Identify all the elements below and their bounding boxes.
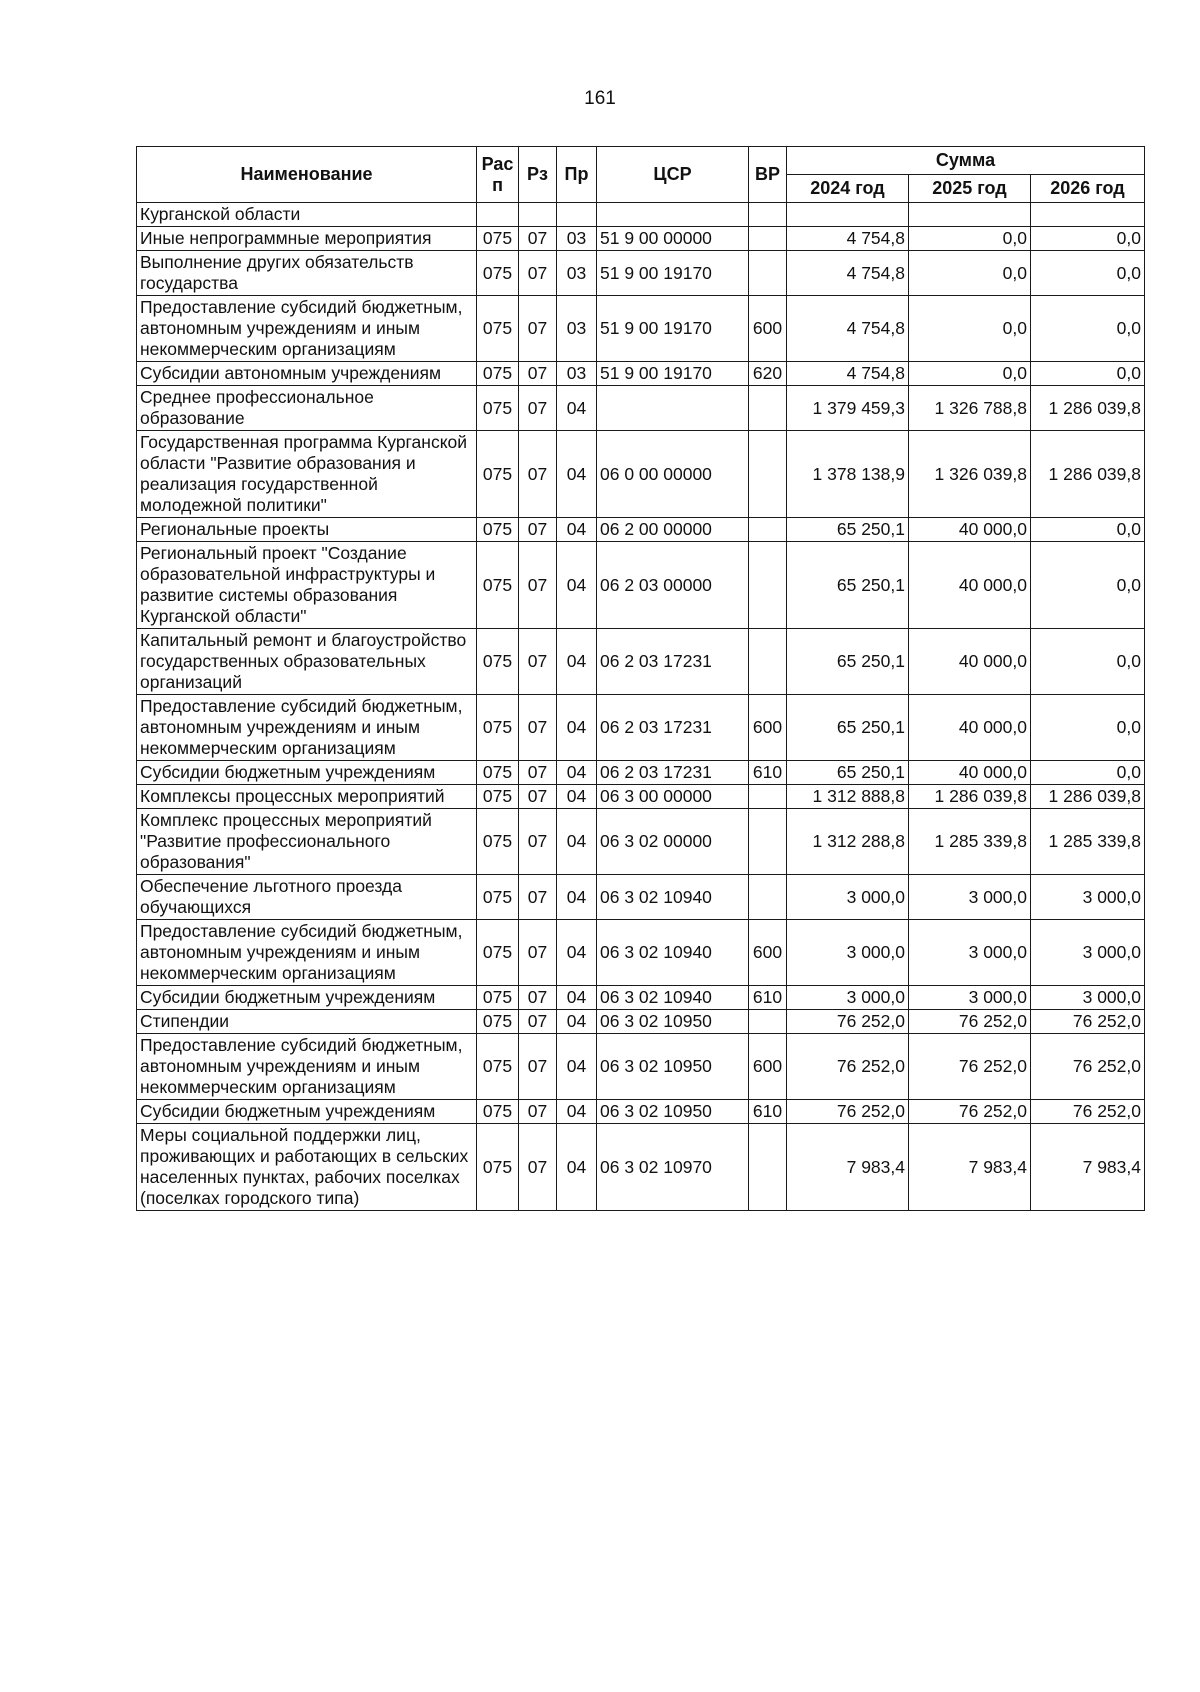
row-amount-2025: 3 000,0 bbox=[909, 875, 1031, 920]
row-rz: 07 bbox=[519, 809, 557, 875]
row-rasp: 075 bbox=[477, 875, 519, 920]
row-amount-2026: 76 252,0 bbox=[1031, 1100, 1145, 1124]
row-amount-2024: 76 252,0 bbox=[787, 1100, 909, 1124]
row-amount-2026: 1 285 339,8 bbox=[1031, 809, 1145, 875]
row-amount-2026: 3 000,0 bbox=[1031, 920, 1145, 986]
row-vr: 600 bbox=[749, 695, 787, 761]
table-row bbox=[137, 203, 1145, 227]
row-amount-2024: 65 250,1 bbox=[787, 629, 909, 695]
row-amount-2025: 0,0 bbox=[909, 296, 1031, 362]
row-amount-2024: 4 754,8 bbox=[787, 296, 909, 362]
row-amount-2026: 1 286 039,8 bbox=[1031, 431, 1145, 518]
row-amount-2025: 40 000,0 bbox=[909, 761, 1031, 785]
row-rasp: 075 bbox=[477, 542, 519, 629]
row-pr: 03 bbox=[557, 251, 597, 296]
row-rz: 07 bbox=[519, 542, 557, 629]
row-amount-2024: 3 000,0 bbox=[787, 986, 909, 1010]
row-csr: 06 3 02 00000 bbox=[597, 809, 749, 875]
row-amount-2024: 65 250,1 bbox=[787, 542, 909, 629]
row-pr: 04 bbox=[557, 785, 597, 809]
row-name: Иные непрограммные мероприятия bbox=[137, 227, 477, 251]
row-pr: 04 bbox=[557, 761, 597, 785]
row-name: Предоставление субсидий бюджетным, автономным учреждениям и иным некоммерческим организациям bbox=[137, 1034, 477, 1100]
row-amount-2026: 0,0 bbox=[1031, 629, 1145, 695]
row-amount-2025: 76 252,0 bbox=[909, 1034, 1031, 1100]
row-rasp: 075 bbox=[477, 920, 519, 986]
row-amount-2024: 4 754,8 bbox=[787, 227, 909, 251]
row-amount-2024: 65 250,1 bbox=[787, 518, 909, 542]
row-amount-2026: 0,0 bbox=[1031, 542, 1145, 629]
row-vr bbox=[749, 203, 787, 227]
row-rasp: 075 bbox=[477, 251, 519, 296]
row-rz: 07 bbox=[519, 629, 557, 695]
row-amount-2026: 1 286 039,8 bbox=[1031, 386, 1145, 431]
row-rasp: 075 bbox=[477, 431, 519, 518]
header-pr: Пр bbox=[557, 147, 597, 203]
row-rasp: 075 bbox=[477, 761, 519, 785]
row-name: Среднее профессиональное образование bbox=[137, 386, 477, 431]
header-year-2025: 2025 год bbox=[909, 175, 1031, 203]
row-vr bbox=[749, 1010, 787, 1034]
row-amount-2025: 0,0 bbox=[909, 227, 1031, 251]
row-csr: 51 9 00 19170 bbox=[597, 362, 749, 386]
row-vr bbox=[749, 227, 787, 251]
row-csr: 06 3 02 10950 bbox=[597, 1010, 749, 1034]
row-name: Субсидии бюджетным учреждениям bbox=[137, 761, 477, 785]
row-amount-2024: 76 252,0 bbox=[787, 1010, 909, 1034]
row-amount-2024: 3 000,0 bbox=[787, 875, 909, 920]
row-vr bbox=[749, 785, 787, 809]
row-name: Региональный проект "Создание образовательной инфраструктуры и развитие системы образования Курганской области" bbox=[137, 542, 477, 629]
row-vr: 610 bbox=[749, 761, 787, 785]
row-amount-2026: 3 000,0 bbox=[1031, 986, 1145, 1010]
row-pr: 04 bbox=[557, 920, 597, 986]
row-vr: 600 bbox=[749, 1034, 787, 1100]
row-amount-2024: 4 754,8 bbox=[787, 362, 909, 386]
page-number: 161 bbox=[584, 88, 616, 109]
table-row bbox=[137, 920, 1145, 986]
row-vr: 610 bbox=[749, 1100, 787, 1124]
row-rz: 07 bbox=[519, 986, 557, 1010]
row-amount-2026: 3 000,0 bbox=[1031, 875, 1145, 920]
header-year-2024: 2024 год bbox=[787, 175, 909, 203]
row-vr: 610 bbox=[749, 986, 787, 1010]
row-amount-2024: 76 252,0 bbox=[787, 1034, 909, 1100]
table-row bbox=[137, 986, 1145, 1010]
row-csr: 06 2 03 17231 bbox=[597, 761, 749, 785]
row-vr: 600 bbox=[749, 296, 787, 362]
row-rasp: 075 bbox=[477, 296, 519, 362]
row-amount-2025: 40 000,0 bbox=[909, 518, 1031, 542]
row-pr: 04 bbox=[557, 1034, 597, 1100]
table-row bbox=[137, 1100, 1145, 1124]
row-name: Выполнение других обязательств государства bbox=[137, 251, 477, 296]
row-pr: 04 bbox=[557, 629, 597, 695]
row-amount-2024: 7 983,4 bbox=[787, 1124, 909, 1211]
header-summa: Сумма bbox=[787, 147, 1145, 175]
row-amount-2024: 1 312 288,8 bbox=[787, 809, 909, 875]
row-rz: 07 bbox=[519, 920, 557, 986]
row-rz: 07 bbox=[519, 1010, 557, 1034]
row-amount-2026: 0,0 bbox=[1031, 251, 1145, 296]
table-row bbox=[137, 1010, 1145, 1034]
row-rz: 07 bbox=[519, 431, 557, 518]
header-name: Наименование bbox=[137, 147, 477, 203]
row-rasp: 075 bbox=[477, 1100, 519, 1124]
row-amount-2025: 1 326 788,8 bbox=[909, 386, 1031, 431]
row-pr: 04 bbox=[557, 1100, 597, 1124]
row-pr: 04 bbox=[557, 518, 597, 542]
row-rasp: 075 bbox=[477, 629, 519, 695]
row-rz: 07 bbox=[519, 251, 557, 296]
table-row bbox=[137, 227, 1145, 251]
row-csr: 06 3 02 10940 bbox=[597, 875, 749, 920]
row-amount-2025 bbox=[909, 203, 1031, 227]
row-amount-2025: 76 252,0 bbox=[909, 1010, 1031, 1034]
row-rasp: 075 bbox=[477, 986, 519, 1010]
row-name: Стипендии bbox=[137, 1010, 477, 1034]
row-amount-2025: 3 000,0 bbox=[909, 920, 1031, 986]
row-amount-2025: 0,0 bbox=[909, 251, 1031, 296]
row-vr bbox=[749, 875, 787, 920]
row-pr: 04 bbox=[557, 695, 597, 761]
row-name: Субсидии бюджетным учреждениям bbox=[137, 1100, 477, 1124]
row-vr bbox=[749, 1124, 787, 1211]
row-name: Предоставление субсидий бюджетным, автономным учреждениям и иным некоммерческим организациям bbox=[137, 695, 477, 761]
row-csr: 06 3 00 00000 bbox=[597, 785, 749, 809]
row-name: Государственная программа Курганской области "Развитие образования и реализация государственной молодежной политики" bbox=[137, 431, 477, 518]
row-csr: 06 3 02 10970 bbox=[597, 1124, 749, 1211]
row-pr: 04 bbox=[557, 386, 597, 431]
row-rasp: 075 bbox=[477, 1034, 519, 1100]
row-amount-2026: 0,0 bbox=[1031, 296, 1145, 362]
header-year-2026: 2026 год bbox=[1031, 175, 1145, 203]
row-csr: 06 2 00 00000 bbox=[597, 518, 749, 542]
row-amount-2026: 76 252,0 bbox=[1031, 1010, 1145, 1034]
row-pr: 04 bbox=[557, 1124, 597, 1211]
row-csr: 06 3 02 10940 bbox=[597, 920, 749, 986]
table-row bbox=[137, 629, 1145, 695]
row-name: Предоставление субсидий бюджетным, автономным учреждениям и иным некоммерческим организациям bbox=[137, 296, 477, 362]
row-rz: 07 bbox=[519, 227, 557, 251]
row-name: Курганской области bbox=[137, 203, 477, 227]
row-csr: 06 2 03 17231 bbox=[597, 695, 749, 761]
row-csr: 51 9 00 19170 bbox=[597, 296, 749, 362]
row-amount-2026: 7 983,4 bbox=[1031, 1124, 1145, 1211]
row-rasp: 075 bbox=[477, 1124, 519, 1211]
row-name: Предоставление субсидий бюджетным, автономным учреждениям и иным некоммерческим организациям bbox=[137, 920, 477, 986]
table-row bbox=[137, 296, 1145, 362]
row-amount-2025: 40 000,0 bbox=[909, 542, 1031, 629]
row-amount-2024: 65 250,1 bbox=[787, 695, 909, 761]
row-amount-2024: 3 000,0 bbox=[787, 920, 909, 986]
row-pr: 03 bbox=[557, 296, 597, 362]
row-amount-2025: 0,0 bbox=[909, 362, 1031, 386]
row-amount-2024: 4 754,8 bbox=[787, 251, 909, 296]
row-rz: 07 bbox=[519, 875, 557, 920]
row-vr bbox=[749, 542, 787, 629]
row-csr: 51 9 00 19170 bbox=[597, 251, 749, 296]
row-vr bbox=[749, 431, 787, 518]
row-amount-2025: 7 983,4 bbox=[909, 1124, 1031, 1211]
row-csr bbox=[597, 386, 749, 431]
row-pr: 04 bbox=[557, 542, 597, 629]
header-rasp: Рас п bbox=[477, 147, 519, 203]
table-row bbox=[137, 386, 1145, 431]
row-pr: 04 bbox=[557, 1010, 597, 1034]
row-amount-2026: 1 286 039,8 bbox=[1031, 785, 1145, 809]
row-vr: 620 bbox=[749, 362, 787, 386]
table-row bbox=[137, 542, 1145, 629]
row-csr: 06 0 00 00000 bbox=[597, 431, 749, 518]
row-amount-2025: 1 286 039,8 bbox=[909, 785, 1031, 809]
row-rasp: 075 bbox=[477, 695, 519, 761]
row-amount-2025: 40 000,0 bbox=[909, 695, 1031, 761]
table-row bbox=[137, 761, 1145, 785]
row-pr: 03 bbox=[557, 362, 597, 386]
row-rz: 07 bbox=[519, 1034, 557, 1100]
row-rasp: 075 bbox=[477, 809, 519, 875]
row-rasp: 075 bbox=[477, 785, 519, 809]
row-amount-2026: 0,0 bbox=[1031, 518, 1145, 542]
row-rasp: 075 bbox=[477, 386, 519, 431]
row-pr bbox=[557, 203, 597, 227]
row-rasp: 075 bbox=[477, 227, 519, 251]
row-rz bbox=[519, 203, 557, 227]
row-rz: 07 bbox=[519, 296, 557, 362]
row-name: Обеспечение льготного проезда обучающихся bbox=[137, 875, 477, 920]
row-amount-2024: 65 250,1 bbox=[787, 761, 909, 785]
row-rz: 07 bbox=[519, 362, 557, 386]
row-rasp: 075 bbox=[477, 518, 519, 542]
row-amount-2026: 76 252,0 bbox=[1031, 1034, 1145, 1100]
table-row bbox=[137, 785, 1145, 809]
row-rz: 07 bbox=[519, 695, 557, 761]
table-row bbox=[137, 695, 1145, 761]
row-amount-2025: 76 252,0 bbox=[909, 1100, 1031, 1124]
row-name: Субсидии бюджетным учреждениям bbox=[137, 986, 477, 1010]
row-amount-2024 bbox=[787, 203, 909, 227]
table-header bbox=[137, 147, 1145, 203]
table-row bbox=[137, 809, 1145, 875]
table-row bbox=[137, 875, 1145, 920]
row-amount-2026: 0,0 bbox=[1031, 362, 1145, 386]
row-rz: 07 bbox=[519, 386, 557, 431]
row-vr bbox=[749, 629, 787, 695]
row-csr bbox=[597, 203, 749, 227]
row-rasp: 075 bbox=[477, 362, 519, 386]
row-amount-2026: 0,0 bbox=[1031, 761, 1145, 785]
row-rz: 07 bbox=[519, 518, 557, 542]
row-vr bbox=[749, 386, 787, 431]
row-csr: 06 3 02 10950 bbox=[597, 1100, 749, 1124]
row-csr: 06 3 02 10940 bbox=[597, 986, 749, 1010]
header-csr: ЦСР bbox=[597, 147, 749, 203]
row-pr: 04 bbox=[557, 986, 597, 1010]
row-amount-2024: 1 312 888,8 bbox=[787, 785, 909, 809]
row-amount-2025: 1 326 039,8 bbox=[909, 431, 1031, 518]
row-pr: 04 bbox=[557, 875, 597, 920]
row-name: Комплексы процессных мероприятий bbox=[137, 785, 477, 809]
table-row bbox=[137, 251, 1145, 296]
row-name: Капитальный ремонт и благоустройство государственных образовательных организаций bbox=[137, 629, 477, 695]
table-row bbox=[137, 431, 1145, 518]
header-rz: Рз bbox=[519, 147, 557, 203]
row-rz: 07 bbox=[519, 1100, 557, 1124]
row-vr bbox=[749, 809, 787, 875]
row-name: Меры социальной поддержки лиц, проживающих и работающих в сельских населенных пунктах, рабочих поселках (поселках городского типа) bbox=[137, 1124, 477, 1211]
row-csr: 06 2 03 00000 bbox=[597, 542, 749, 629]
budget-table bbox=[136, 146, 1145, 1211]
row-rasp: 075 bbox=[477, 1010, 519, 1034]
row-amount-2025: 40 000,0 bbox=[909, 629, 1031, 695]
row-pr: 04 bbox=[557, 431, 597, 518]
table-row bbox=[137, 362, 1145, 386]
row-rasp bbox=[477, 203, 519, 227]
row-vr: 600 bbox=[749, 920, 787, 986]
row-amount-2025: 3 000,0 bbox=[909, 986, 1031, 1010]
row-name: Комплекс процессных мероприятий "Развитие профессионального образования" bbox=[137, 809, 477, 875]
table-row bbox=[137, 518, 1145, 542]
row-csr: 06 2 03 17231 bbox=[597, 629, 749, 695]
row-amount-2026: 0,0 bbox=[1031, 227, 1145, 251]
table-row bbox=[137, 1124, 1145, 1211]
table-row bbox=[137, 1034, 1145, 1100]
row-pr: 03 bbox=[557, 227, 597, 251]
row-csr: 06 3 02 10950 bbox=[597, 1034, 749, 1100]
row-csr: 51 9 00 00000 bbox=[597, 227, 749, 251]
row-amount-2024: 1 378 138,9 bbox=[787, 431, 909, 518]
row-rz: 07 bbox=[519, 761, 557, 785]
row-vr bbox=[749, 518, 787, 542]
row-rz: 07 bbox=[519, 785, 557, 809]
row-name: Региональные проекты bbox=[137, 518, 477, 542]
row-pr: 04 bbox=[557, 809, 597, 875]
row-amount-2026: 0,0 bbox=[1031, 695, 1145, 761]
row-vr bbox=[749, 251, 787, 296]
header-vr: ВР bbox=[749, 147, 787, 203]
row-amount-2024: 1 379 459,3 bbox=[787, 386, 909, 431]
row-name: Субсидии автономным учреждениям bbox=[137, 362, 477, 386]
row-rz: 07 bbox=[519, 1124, 557, 1211]
table-body bbox=[137, 203, 1145, 1211]
row-amount-2025: 1 285 339,8 bbox=[909, 809, 1031, 875]
row-amount-2026 bbox=[1031, 203, 1145, 227]
